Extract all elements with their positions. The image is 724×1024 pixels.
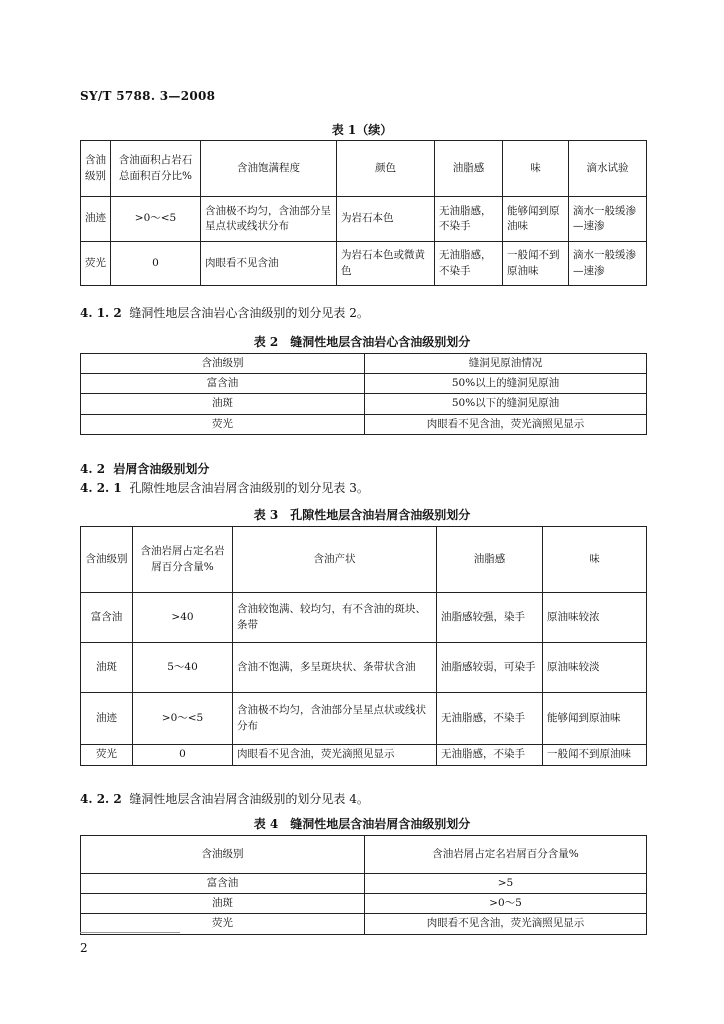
section-text: 孔隙性地层含油岩屑含油级别的划分见表 3。	[129, 481, 369, 495]
table-row	[81, 745, 647, 766]
table1-header-cell: 油脂感	[435, 141, 503, 197]
section-4-2	[80, 460, 209, 477]
table-cell: 原油味较浓	[543, 593, 647, 643]
section-number: 4. 2. 1	[80, 481, 122, 495]
table3-header-cell: 油脂感	[437, 527, 543, 593]
table-cell: 50%以上的缝洞见原油	[365, 374, 647, 394]
table-cell: 无油脂感，不染手	[435, 242, 503, 286]
table-cell: 原油味较淡	[543, 643, 647, 693]
table-row	[81, 197, 647, 242]
table-cell: 荧光	[81, 242, 111, 286]
table-cell: 荧光	[81, 914, 365, 934]
table-row	[81, 874, 647, 894]
table-cell: 富含油	[81, 874, 365, 894]
table-row	[81, 693, 647, 745]
table-row	[81, 643, 647, 693]
table1-header-row	[81, 141, 647, 197]
table1	[80, 140, 647, 286]
table-row	[81, 894, 647, 914]
table3-header-cell: 含油级别	[81, 527, 133, 593]
table3-caption: 表 3 孔隙性地层含油岩屑含油级别划分	[253, 508, 471, 522]
table2-header-row	[81, 354, 647, 374]
table-cell: 为岩石本色	[337, 197, 435, 242]
table-cell: 能够闻到原油味	[543, 693, 647, 745]
table-cell: 油脂感较强，染手	[437, 593, 543, 643]
table-cell: 油斑	[81, 394, 365, 414]
table-cell: 无油脂感，不染手	[437, 745, 543, 766]
table3-header-cell: 含油产状	[233, 527, 437, 593]
table-cell: >0～<5	[111, 197, 201, 242]
table1-header-cell: 味	[503, 141, 569, 197]
table-cell: >0～<5	[133, 693, 233, 745]
page-number: 2	[80, 941, 88, 955]
table-cell: 油斑	[81, 894, 365, 914]
table3-header-cell: 味	[543, 527, 647, 593]
table-cell: 能够闻到原油味	[503, 197, 569, 242]
table2-header-cell: 含油级别	[81, 354, 365, 374]
table2	[80, 353, 647, 435]
table1-header-cell: 滴水试验	[569, 141, 647, 197]
table-cell: 无油脂感，不染手	[437, 693, 543, 745]
table-cell: 无油脂感，不染手	[435, 197, 503, 242]
table-cell: 50%以下的缝洞见原油	[365, 394, 647, 414]
table-cell: >5	[365, 874, 647, 894]
section-4-1-2	[80, 304, 369, 321]
table3-header-cell: 含油岩屑占定名岩屑百分含量%	[133, 527, 233, 593]
table1-header-cell: 含油面积占岩石总面积百分比%	[111, 141, 201, 197]
table-cell: 肉眼看不见含油，荧光滴照见显示	[233, 745, 437, 766]
table-cell: 0	[111, 242, 201, 286]
table-row	[81, 394, 647, 414]
table-row	[81, 593, 647, 643]
footer-divider	[80, 932, 180, 933]
table-cell: 一般闻不到原油味	[543, 745, 647, 766]
section-number: 4. 1. 2	[80, 306, 122, 320]
table1-header-cell: 含油级别	[81, 141, 111, 197]
table4-header-cell: 含油级别	[81, 836, 365, 874]
table-cell: 含油极不均匀，含油部分呈星点状或线状分布	[201, 197, 337, 242]
table4-header-row	[81, 836, 647, 874]
table-cell: 油脂感较弱，可染手	[437, 643, 543, 693]
table-cell: 肉眼看不见含油，荧光滴照见显示	[365, 914, 647, 934]
document-id: SY/T 5788. 3—2008	[80, 89, 216, 103]
table1-header-cell: 颜色	[337, 141, 435, 197]
table-cell: 滴水一般缓渗—速渗	[569, 242, 647, 286]
section-4-2-2	[80, 790, 369, 807]
table3	[80, 526, 647, 766]
table-cell: 油迹	[81, 197, 111, 242]
section-number: 4. 2	[80, 462, 106, 476]
table-cell: 油迹	[81, 693, 133, 745]
table4-header-cell: 含油岩屑占定名岩屑百分含量%	[365, 836, 647, 874]
table-cell: 富含油	[81, 593, 133, 643]
table-cell: 一般闻不到原油味	[503, 242, 569, 286]
section-number: 4. 2. 2	[80, 792, 122, 806]
table4	[80, 835, 647, 935]
table-cell: >40	[133, 593, 233, 643]
table-row	[81, 374, 647, 394]
table3-header-row	[81, 527, 647, 593]
table2-header-cell: 缝洞见原油情况	[365, 354, 647, 374]
table-cell: 为岩石本色或微黄色	[337, 242, 435, 286]
table-cell: 油斑	[81, 643, 133, 693]
table-cell: 0	[133, 745, 233, 766]
table-row	[81, 414, 647, 434]
table-cell: 滴水一般缓渗—速渗	[569, 197, 647, 242]
table-cell: >0～5	[365, 894, 647, 914]
section-4-2-1	[80, 479, 369, 496]
section-title: 岩屑含油级别划分	[113, 462, 210, 476]
table-cell: 肉眼看不见含油，荧光滴照见显示	[365, 414, 647, 434]
table4-caption: 表 4 缝洞性地层含油岩屑含油级别划分	[253, 817, 471, 831]
table-cell: 荧光	[81, 414, 365, 434]
table1-header-cell: 含油饱满程度	[201, 141, 337, 197]
section-text: 缝洞性地层含油岩心含油级别的划分见表 2。	[129, 306, 369, 320]
table-cell: 含油较饱满、较均匀，有不含油的斑块、条带	[233, 593, 437, 643]
table1-caption: 表 1（续）	[331, 123, 393, 137]
table-row	[81, 242, 647, 286]
table-cell: 肉眼看不见含油	[201, 242, 337, 286]
section-text: 缝洞性地层含油岩屑含油级别的划分见表 4。	[129, 792, 369, 806]
table-cell: 含油极不均匀，含油部分呈星点状或线状分布	[233, 693, 437, 745]
table2-caption: 表 2 缝洞性地层含油岩心含油级别划分	[253, 335, 471, 349]
table-cell: 富含油	[81, 374, 365, 394]
table-cell: 荧光	[81, 745, 133, 766]
table-cell: 含油不饱满，多呈斑块状、条带状含油	[233, 643, 437, 693]
table-cell: 5～40	[133, 643, 233, 693]
